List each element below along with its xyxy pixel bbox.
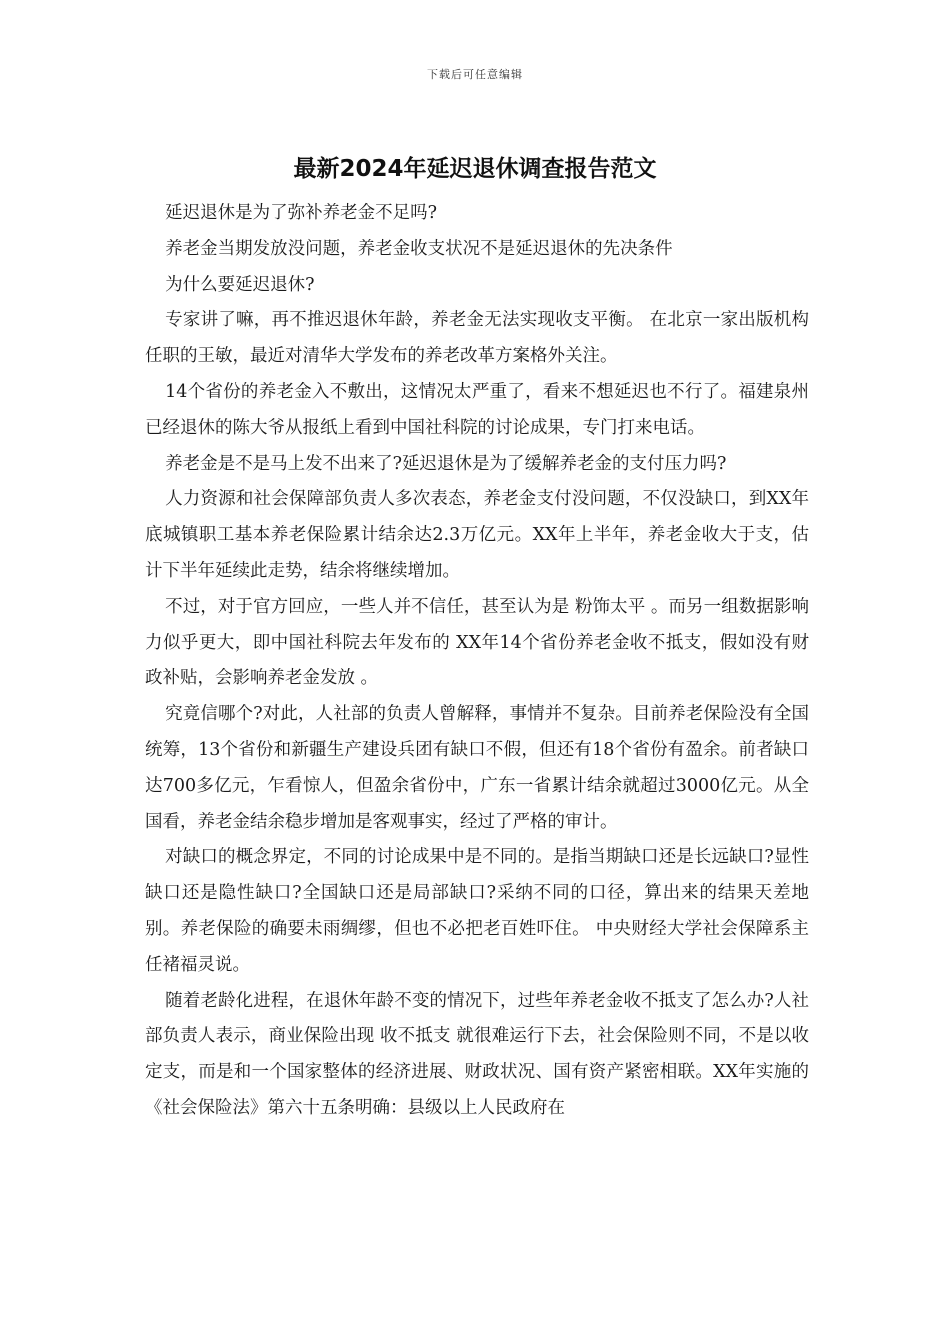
paragraph: 对缺口的概念界定，不同的讨论成果中是不同的。是指当期缺口还是长远缺口?显性缺口还是隐性缺口?全国缺口还是局部缺口?采纳不同的口径，算出来的结果天差地别。养老保险的确要未雨绸缪，但也不必把老百姓吓住。 中央财经大学社会保障系主任褚福灵说。: [145, 847, 809, 975]
paragraph: 养老金是不是马上发不出来了?延迟退休是为了缓解养老金的支付压力吗?: [165, 453, 727, 474]
document-title: 最新2024年延迟退休调查报告范文: [293, 156, 657, 182]
paragraph: 延迟退休是为了弥补养老金不足吗?: [165, 203, 438, 223]
paragraph: 专家讲了嘛，再不推迟退休年龄，养老金无法实现收支平衡。 在北京一家出版机构任职的王敏，最近对清华大学发布的养老改革方案格外关注。: [145, 310, 809, 367]
paragraph: 究竟信哪个?对此，人社部的负责人曾解释，事情并不复杂。目前养老保险没有全国统筹，13个省份和新疆生产建设兵团有缺口不假，但还有18个省份有盈余。前者缺口达700多亿元，乍看惊人，但盈余省份中，广东一省累计结余就超过3000亿元。从全国看，养老金结余稳步增加是客观事实，经过了严格的审计。: [145, 704, 809, 832]
paragraph: 人力资源和社会保障部负责人多次表态，养老金支付没问题，不仅没缺口，到XX年底城镇职工基本养老保险累计结余达2.3万亿元。XX年上半年，养老金收大于支，估计下半年延续此走势，结余将继续增加。: [145, 489, 809, 581]
document-body: [145, 196, 809, 1127]
paragraph: 随着老龄化进程，在退休年龄不变的情况下，过些年养老金收不抵支了怎么办?人社部负责人表示，商业保险出现 收不抵支 就很难运行下去，社会保险则不同，不是以收定支，而是和一个国家整体的经济进展、财政状况、国有资产紧密相联。XX年实施的《社会保险法》第六十五条明确：县级以上人民政府在: [145, 990, 809, 1118]
paragraph: 为什么要延迟退休?: [165, 274, 315, 295]
header-note: 下载后可任意编辑: [427, 68, 523, 81]
paragraph: 不过，对于官方回应，一些人并不信任，甚至认为是 粉饰太平 。而另一组数据影响力似乎更大，即中国社科院去年发布的 XX年14个省份养老金收不抵支，假如没有财政补贴，会影响养老金发放 。: [145, 596, 809, 689]
paragraph: 14个省份的养老金入不敷出，这情况太严重了，看来不想延迟也不行了。福建泉州已经退休的陈大爷从报纸上看到中国社科院的讨论成果，专门打来电话。: [145, 381, 809, 438]
paragraph: 养老金当期发放没问题，养老金收支状况不是延迟退休的先决条件: [165, 238, 673, 259]
